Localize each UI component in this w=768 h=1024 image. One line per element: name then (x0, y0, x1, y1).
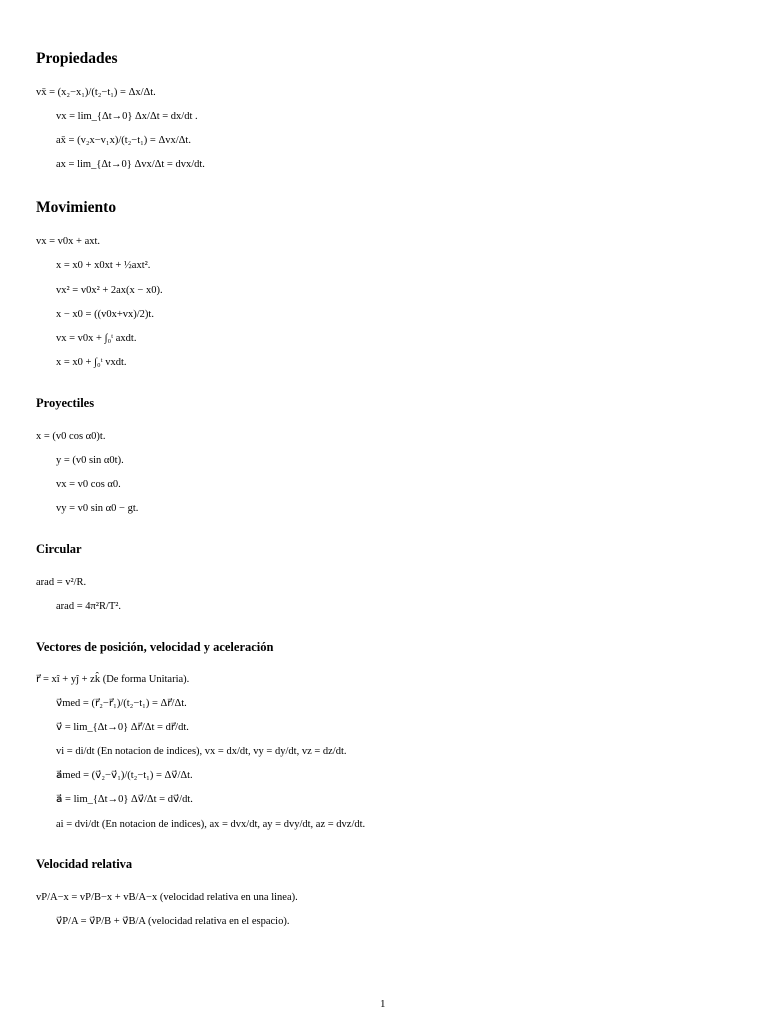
equation: v⃗med = (r⃗₂−r⃗₁)/(t₂−t₁) = Δr⃗/Δt. (56, 698, 187, 709)
equation: vy = v0 sin α0 − gt. (56, 503, 139, 514)
equation: vx² = v0x² + 2ax(x − x0). (56, 285, 163, 296)
equation: vx = v0x + axt. (36, 236, 101, 247)
page-number: 1 (380, 998, 386, 1010)
equation: ax̄ = (v₂x−v₁x)/(t₂−t₁) = Δvx/Δt. (56, 135, 191, 146)
equation: x = x0 + ∫₀ᵗ vxdt. (56, 357, 127, 368)
equation: vP/A−x = vP/B−x + vB/A−x (velocidad relativa en una linea). (36, 892, 298, 903)
section-title-proyectiles: Proyectiles (36, 396, 95, 410)
equation: r⃗ = xî + yĵ + zk̂ (De forma Unitaria). (36, 674, 190, 685)
equation: v⃗P/A = v⃗P/B + v⃗B/A (velocidad relativa en el espacio). (56, 916, 290, 927)
equation: vx̄ = (x₂−x₁)/(t₂−t₁) = Δx/Δt. (36, 87, 156, 98)
equation: a⃗ = lim_{Δt→0} Δv⃗/Δt = dv⃗/dt. (56, 794, 193, 805)
equation: x = (v0 cos α0)t. (36, 431, 106, 442)
equation: ax = lim_{Δt→0} Δvx/Δt = dvx/dt. (56, 159, 205, 170)
section-title-propiedades: Propiedades (36, 50, 118, 67)
equation: vx = v0x + ∫₀ᵗ axdt. (56, 333, 137, 344)
equation: a⃗med = (v⃗₂−v⃗₁)/(t₂−t₁) = Δv⃗/Δt. (56, 770, 193, 781)
equation: ai = dvi/dt (En notacion de indices), ax = dvx/dt, ay = dvy/dt, az = dvz/dt. (56, 819, 366, 830)
equation: x − x0 = ((v0x+vx)/2)t. (56, 309, 154, 320)
section-title-velocidad-relativa: Velocidad relativa (36, 857, 133, 871)
equation: arad = v²/R. (36, 577, 87, 588)
equation: v⃗ = lim_{Δt→0} Δr⃗/Δt = dr⃗/dt. (56, 722, 189, 733)
equation: vx = lim_{Δt→0} Δx/Δt = dx/dt . (56, 111, 198, 122)
section-title-movimiento: Movimiento (36, 199, 117, 216)
equation: y = (v0 sin α0t). (56, 455, 124, 466)
equation: vx = v0 cos α0. (56, 479, 121, 490)
section-title-vectores: Vectores de posición, velocidad y aceleración (36, 640, 274, 654)
equation: x = x0 + x0xt + ½axt². (56, 260, 151, 271)
equation: arad = 4π²R/T². (56, 601, 122, 612)
section-title-circular: Circular (36, 542, 82, 556)
equation: vi = di/dt (En notacion de indices), vx = dx/dt, vy = dy/dt, vz = dz/dt. (56, 746, 347, 757)
